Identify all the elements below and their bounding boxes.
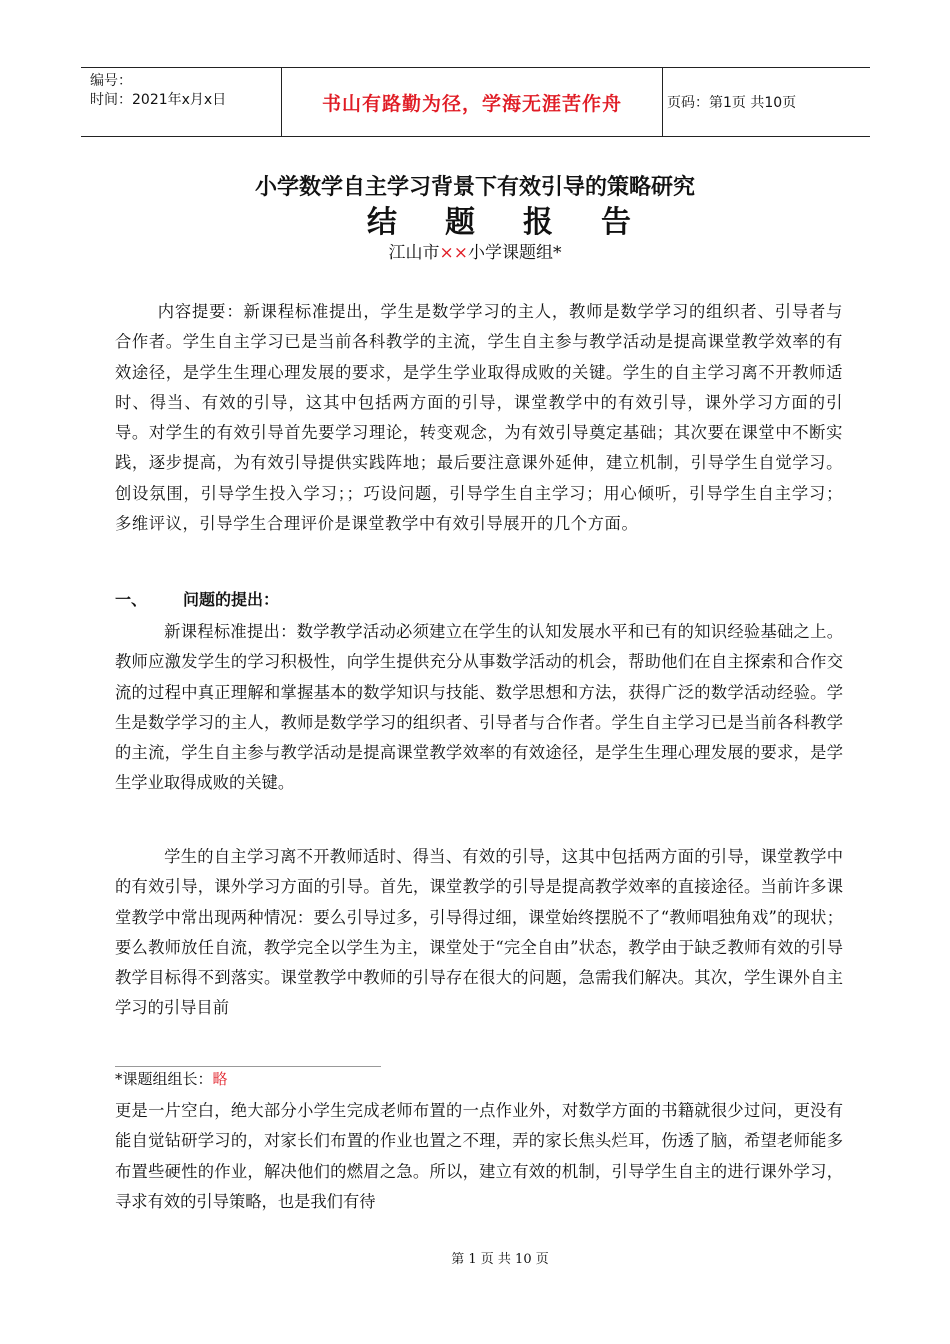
abstract-text: 内容提要：新课程标准提出，学生是数学学习的主人，教师是数学学习的组织者、引导者与合作者。学生自主学习已是当前各科教学的主流，学生自主参与教学活动是提高课堂教学效率的有效途径，是学生生理心理发展的要求，是学生学业取得成败的关键。学生的自主学习离不开教师适时、得当、有效的引导，这其中包括两方面的引导，课堂教学中的有效引导，课外学习方面的引导。对学生的有效引导首先要学习理论，转变观念，为有效引导奠定基础；其次要在课堂中不断实践，逐步提高，为有效引导提供实践阵地；最后要注意课外延伸，建立机制，引导学生自觉学习。创设氛围，引导学生投入学习；；巧设问题，引导学生自主学习；用心倾听，引导学生自主学习；多维评议，引导学生合理评价是课堂教学中有效引导展开的几个方面。 [115, 302, 843, 534]
author-prefix: 江山市 [388, 243, 440, 263]
author-line [0, 238, 950, 263]
footnote-value: 略 [212, 1070, 228, 1088]
abstract-paragraph [115, 297, 843, 539]
body-paragraph [115, 842, 843, 1024]
document-title: 小学数学自主学习背景下有效引导的策略研究 [254, 175, 695, 200]
author-suffix: 小学课题组* [468, 243, 562, 263]
footnote-separator [115, 1066, 381, 1067]
paragraph-text: 新课程标准提出：数学教学活动必须建立在学生的认知发展水平和已有的知识经验基础之上。教师应激发学生的学习积极性，向学生提供充分从事数学活动的机会，帮助他们在自主探索和合作交流的过程中真正理解和掌握基本的数学知识与技能、数学思想和方法，获得广泛的数学活动经验。学生是数学学习的主人，教师是数学学习的组织者、引导者与合作者。学生自主学习已是当前各科教学的主流，学生自主参与教学活动是提高课堂教学效率的有效途径，是学生生理心理发展的要求，是学生学业取得成败的关键。 [115, 622, 843, 793]
author-marks: ×× [439, 243, 468, 263]
section-number: 一、 [115, 590, 148, 609]
paragraph-text: 学生的自主学习离不开教师适时、得当、有效的引导，这其中包括两方面的引导，课堂教学中的有效引导，课外学习方面的引导。首先，课堂教学的引导是提高教学效率的直接途径。当前许多课堂教学中常出现两种情况：要么引导过多，引导得过细，课堂始终摆脱不了“教师唱独角戏”的现状；要么教师放任自流，教学完全以学生为主，课堂处于“完全自由”状态，教学由于缺乏教师有效的引导教学目标得不到落实。课堂教学中教师的引导存在很大的问题，急需我们解决。其次，学生课外自主学习的引导目前 [115, 847, 843, 1018]
paragraph-text: 更是一片空白，绝大部分小学生完成老师布置的一点作业外，对数学方面的书籍就很少过问，更没有能自觉钻研学习的，对家长们布置的作业也置之不理，弄的家长焦头烂耳，伤透了脑，希望老师能多布置些硬性的作业，解决他们的燃眉之急。所以，建立有效的机制，引导学生自主的进行课外学习，寻求有效的引导策略，也是我们有待 [115, 1101, 843, 1211]
report-type-heading: 结题报告 [367, 205, 679, 240]
page-footer: 第 1 页 共 10 页 [451, 1252, 549, 1267]
header-meta-cell [81, 68, 281, 136]
footnote-label: *课题组组长： [115, 1070, 213, 1088]
footnote [115, 1068, 228, 1089]
section-title: 问题的提出： [183, 590, 280, 609]
header-table [81, 67, 870, 137]
body-paragraph [115, 1096, 843, 1217]
number-label: 编号： [90, 73, 132, 89]
section-heading [115, 587, 279, 610]
motto: 书山有路勤为径，学海无涯苦作舟 [281, 68, 663, 136]
page-info: 页码：第1页 共10页 [667, 95, 797, 111]
time-label: 时间：2021年x月x日 [90, 92, 227, 108]
body-paragraph [115, 617, 843, 799]
